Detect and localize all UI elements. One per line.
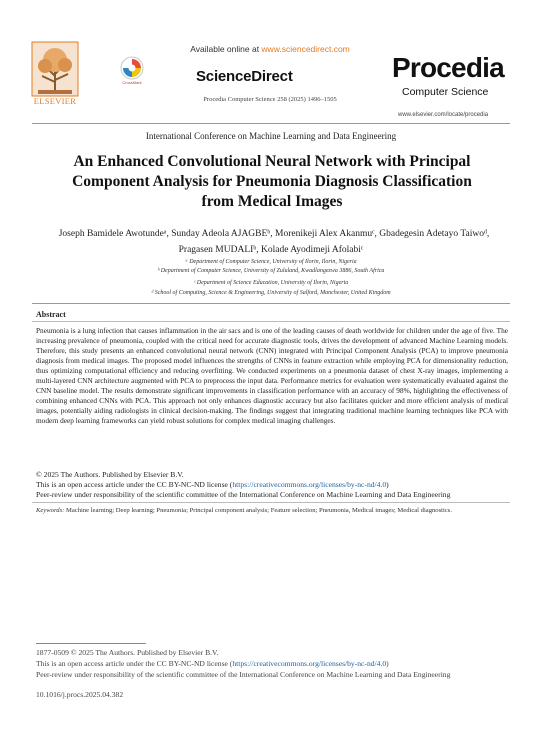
paper-title: An Enhanced Convolutional Neural Network with Principal Component Analysis for Pneumonia Diagnosis Classification from Medical Images (72, 153, 472, 210)
author-list-line-1: Joseph Bamidele Awotundeᵃ, Sunday Adeola AJAGBEᵇ, Morenikeji Alex Akanmuᶜ, Gbadegesin Adetayo Taiwoᵈ, (58, 229, 490, 239)
keywords-divider (32, 502, 510, 503)
peer-review-line: Peer-review under responsibility of the scientific committee of the International Conference on Machine Learning and Data Engineering (36, 490, 451, 499)
procedia-url[interactable]: www.elsevier.com/locate/procedia (398, 112, 489, 118)
footer-open-access-line: This is an open access article under the CC BY-NC-ND license (https://creativecommons.org/licenses/by-nc-nd/4.0) (36, 659, 389, 668)
footer-peer-review: Peer-review under responsibility of the scientific committee of the International Conference on Machine Learning and Data Engineering (36, 670, 451, 679)
issn-line: 1877-0509 © 2025 The Authors. Published by Elsevier B.V. (36, 648, 219, 657)
keywords-label: Keywords: (36, 507, 65, 514)
affiliation-c: ᶜ Department of Science Education, University of Ilorin, Nigeria (193, 280, 349, 286)
affiliation-a: ᵃ Department of Computer Science, University of Ilorin, Ilorin, Nigeria (185, 259, 357, 265)
journal-reference: Procedia Computer Science 258 (2025) 1496–1505 (203, 96, 337, 103)
license-link[interactable]: https://creativecommons.org/licenses/by-nc-nd/4.0 (232, 480, 387, 489)
available-online: Available online at www.sciencedirect.com (190, 44, 350, 54)
affiliation-d: ᵈ School of Computing, Science & Engineering, University of Salford, Manchester, United Kingdom (151, 290, 391, 296)
affiliation-b: ᵇ Department of Computer Science, University of Zululand, Kwadlangezwa 3886, South Africa (157, 268, 385, 274)
footer-divider (36, 643, 146, 644)
footer-license-link[interactable]: https://creativecommons.org/licenses/by-nc-nd/4.0 (232, 659, 387, 668)
publisher-name: ELSEVIER (33, 96, 77, 106)
conference-name: International Conference on Machine Learning and Data Engineering (145, 131, 397, 141)
keywords (36, 506, 508, 516)
crossmark-label: CrossMark (122, 80, 142, 85)
abstract-heading: Abstract (36, 310, 66, 319)
abstract-body: Pneumonia is a lung infection that causes inflammation in the air sacs and is one of the leading causes of death worldwide for children under the age of five. The increasing prevalence of pneumonia, coupled with the critical need for accurate diagnostic tools, drives the development of advanced Machine Learning models. Therefore, this study presents an enhanced convolutional neural network (CNN) integrated with Principal Component Analysis (PCA) to improve pneumonia diagnosis from medical images. The proposed model influences the strengths of CNNs in feature extraction while employing PCA for dimensionality reduction, thus optimizing computational efficiency and reducing overfitting. We conducted experiments on a pneumonia dataset of chest X-ray images, implementing a multi-layered CNN architecture augmented with PCA to preprocess the input data. Performance metrics for evaluation were systematically evaluated against the CNN baseline model. The results demonstrate significant improvements in classification performance with an accuracy of 98%, highlighting the effectiveness of combining enhanced CNNs with PCA. This approach not only enhances diagnostic accuracy but also facilitates quicker and more efficient analysis of medical images, potentially aiding radiologists in clinical decision-making. The findings suggest that integrating traditional machine learning techniques like PCA with modern deep learning frameworks can yield robust solutions for complex medical imaging challenges. (36, 326, 508, 425)
procedia-subtitle: Computer Science (402, 86, 489, 98)
procedia-wordmark: Procedia (392, 52, 504, 83)
abstract-heading-divider (32, 321, 510, 322)
doi[interactable]: 10.1016/j.procs.2025.04.382 (36, 690, 124, 699)
header-divider (32, 123, 510, 124)
abstract-top-divider (32, 303, 510, 304)
open-access-line: This is an open access article under the CC BY-NC-ND license (https://creativecommons.org/licenses/by-nc-nd/4.0) (36, 480, 389, 489)
copyright-line: © 2025 The Authors. Published by Elsevier B.V. (36, 470, 184, 479)
keywords-text: Machine learning; Deep learning; Pneumonia; Principal component analysis; Feature selection; Pneumonia, Medical images; Medical diagnostics. (64, 507, 452, 514)
sciencedirect-wordmark: ScienceDirect (196, 68, 293, 85)
crossmark-icon[interactable] (120, 56, 144, 80)
sciencedirect-link[interactable]: www.sciencedirect.com (261, 44, 350, 54)
author-list-line-2: Pragasen MUDALIᵇ, Kolade Ayodimeji Afolabiᶜ (178, 245, 364, 255)
